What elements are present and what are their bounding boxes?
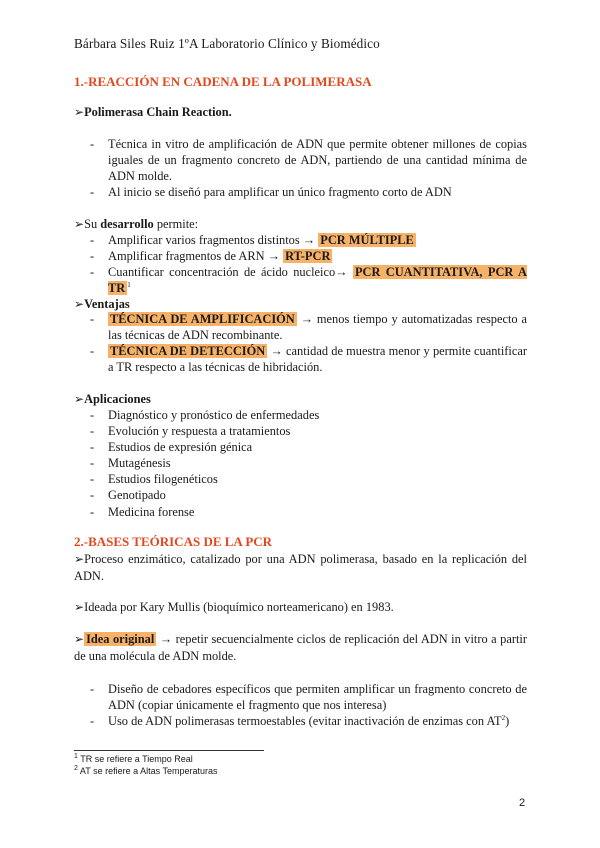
list-item: - Diagnóstico y pronóstico de enfermedades [90, 407, 527, 423]
highlight: Idea original [86, 632, 155, 646]
desarrollo-heading: ➢Su desarrollo permite: [74, 217, 199, 231]
paragraph: ➢Ideada por Kary Mullis (bioquímico norteamericano) en 1983. [74, 600, 394, 614]
list-item: - Estudios filogenéticos [90, 471, 527, 487]
highlight: TÉCNICA DE DETECCIÓN [110, 344, 266, 359]
list-item: - Genotipado [90, 487, 527, 503]
footnote-ref[interactable]: 2 [501, 714, 506, 723]
list-item: - Técnica in vitro de amplificación de ADN que permite obtener millones de copias iguales de un fragmento concreto de ADN, partiendo de una cantidad mínima de ADN molde. [90, 136, 527, 184]
list-item: - Cuantificar concentración de ácido nucleico→ PCR CUANTITATIVA, PCR A TR $^1$ [90, 264, 527, 296]
list-item: - Medicina forense [90, 504, 527, 520]
highlight: RT-PCR [285, 249, 331, 264]
list-item: - Amplificar varios fragmentos distintos → PCR MÚLTIPLE [90, 232, 527, 248]
footnote: $^2$ AT se refiere a Altas Temperaturas [74, 765, 218, 776]
intro-heading: ➢Polimerasa Chain Reaction. [74, 105, 232, 119]
footnote: $^1$ TR se refiere a Tiempo Real [74, 753, 193, 764]
footnote-ref[interactable]: 1 [127, 281, 131, 290]
bases-list [90, 681, 527, 729]
list-item: - Uso de ADN polimerasas termoestables (evitar inactivación de enzimas con $AT^2$) [90, 713, 527, 729]
list-item: - Estudios de expresión génica [90, 439, 527, 455]
list-item: - Al inicio se diseñó para amplificar un único fragmento corto de ADN [90, 184, 527, 200]
footnote-divider [74, 750, 264, 751]
highlight: PCR CUANTITATIVA, PCR A TR [108, 265, 527, 296]
paragraph: ➢Proceso enzimático, catalizado por una ADN polimerasa, basado en la replicación del ADN. [74, 552, 527, 583]
highlight: TÉCNICA DE AMPLIFICACIÓN [110, 312, 295, 326]
arrow-bullet-icon: ➢ [74, 600, 85, 614]
arrow-bullet-icon: ➢ [74, 552, 85, 566]
aplicaciones-list [90, 407, 527, 520]
arrow-bullet-icon: ➢ [74, 105, 85, 119]
page-header: Bárbara Siles Ruiz 1ºA Laboratorio Clínico y Biomédico [74, 36, 380, 51]
section-1-title: 1.-REACCIÓN EN CADENA DE LA POLIMERASA [74, 74, 372, 89]
arrow-bullet-icon: ➢ [74, 392, 85, 406]
list-item: - Amplificar fragmentos de ARN → RT-PCR [90, 248, 527, 264]
list-item: - Evolución y respuesta a tratamientos [90, 423, 527, 439]
ventajas-list [90, 311, 527, 375]
aplicaciones-heading: ➢Aplicaciones [74, 392, 151, 406]
intro-list [90, 136, 527, 200]
list-item: - TÉCNICA DE AMPLIFICACIÓN → menos tiempo y automatizadas respecto a las técnicas de ADN recombinante. [90, 311, 527, 343]
list-item: - TÉCNICA DE DETECCIÓN → cantidad de muestra menor y permite cuantificar a TR respecto a las técnicas de hibridación. [90, 343, 527, 375]
desarrollo-list [90, 232, 527, 296]
paragraph: ➢ Idea original → repetir secuencialmente ciclos de replicación del ADN in vitro a partir de una molécula de ADN molde. [74, 632, 527, 663]
ventajas-heading: ➢Ventajas [74, 297, 130, 311]
list-item: - Diseño de cebadores específicos que permiten amplificar un fragmento concreto de ADN (copiar únicamente el fragmento que nos interesa) [90, 681, 527, 713]
highlight: PCR MÚLTIPLE [320, 233, 414, 247]
list-item: - Mutagénesis [90, 455, 527, 471]
page-number: 2 [519, 797, 526, 809]
arrow-bullet-icon: ➢ [74, 632, 85, 646]
arrow-bullet-icon: ➢ [74, 217, 85, 231]
section-2-title: 2.-BASES TEÓRICAS DE LA PCR [74, 534, 273, 549]
arrow-bullet-icon: ➢ [74, 297, 85, 311]
